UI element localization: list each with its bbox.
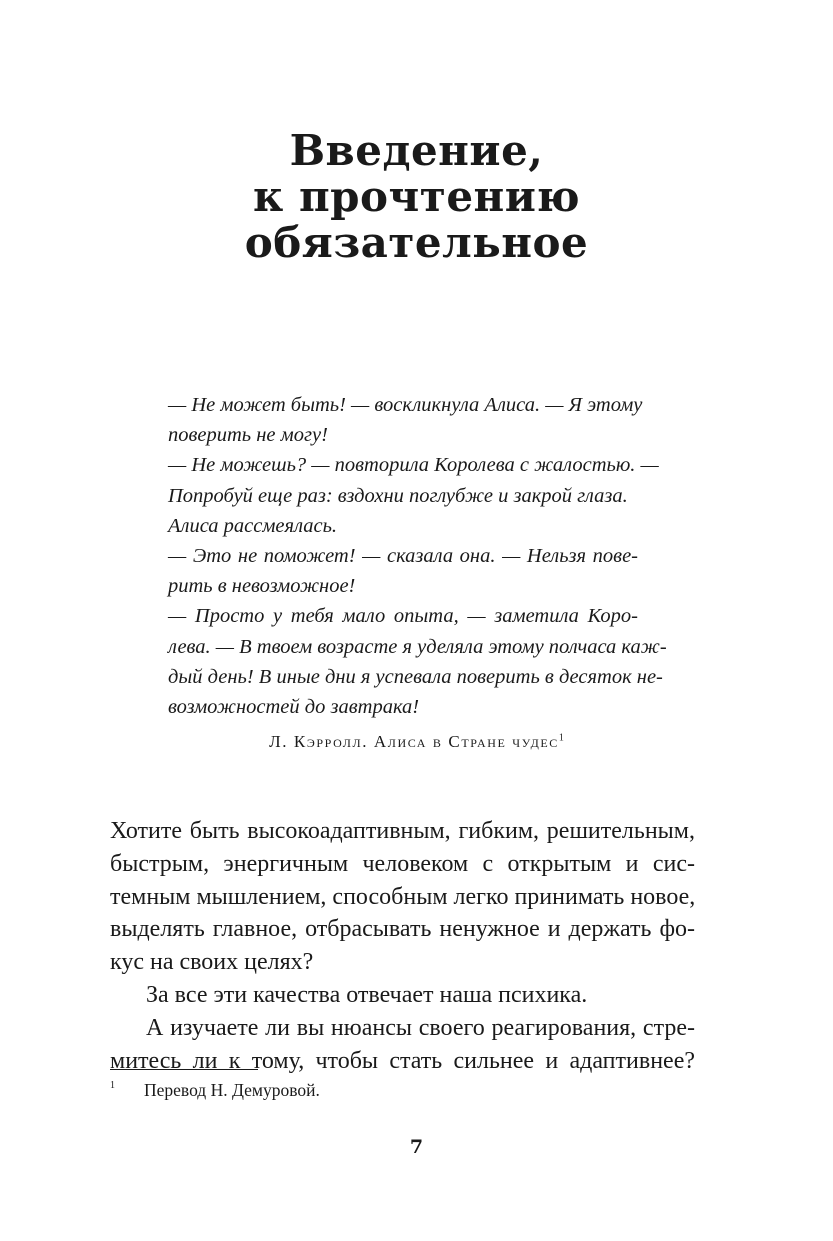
- epigraph-line: — Не можешь? — повторила Королева с жалостью. —: [168, 454, 659, 477]
- body-line: митесь ли к тому, чтобы стать сильнее и адаптивнее?: [110, 1047, 695, 1074]
- body-line: За все эти качества отвечает наша психика.: [146, 981, 588, 1008]
- epigraph-attribution: [0, 732, 833, 752]
- footnote: [110, 1080, 320, 1101]
- body-text: [110, 815, 695, 1077]
- epigraph-line: — Это не поможет! — сказала она. — Нельзя пове-: [168, 545, 638, 568]
- footnote-divider: [110, 1069, 258, 1070]
- chapter-title-line: к прочтению: [252, 172, 581, 221]
- chapter-title: [0, 128, 833, 266]
- body-line: выделять главное, отбрасывать ненужное и держать фо-: [110, 916, 695, 943]
- epigraph-line: рить в невозможное!: [168, 575, 356, 598]
- epigraph-line: лева. — В твоем возрасте я уделяла этому полчаса каж-: [168, 635, 667, 658]
- epigraph-line: возможностей до завтрака!: [168, 696, 420, 719]
- body-line: быстрым, энергичным человеком с открытым и сис-: [110, 850, 695, 877]
- epigraph-line: дый день! В иные дни я успевала поверить в десяток не-: [168, 665, 663, 688]
- chapter-title-line: обязательное: [244, 218, 589, 267]
- epigraph-line: Алиса рассмеялась.: [168, 514, 338, 537]
- footnote-text: Перевод Н. Демуровой.: [144, 1080, 320, 1100]
- page-number: 7: [409, 1136, 424, 1158]
- epigraph-line: — Не может быть! — воскликнула Алиса. — Я этому: [168, 394, 643, 416]
- chapter-title-line: Введение,: [289, 126, 544, 175]
- epigraph: [168, 390, 667, 722]
- body-line: Хотите быть высокоадаптивным, гибким, решительным,: [110, 818, 695, 844]
- footnote-reference: 1: [558, 732, 564, 744]
- attribution-text: Л. Кэрролл. Алиса в Стране чудес: [269, 732, 559, 751]
- footnote-number: 1: [110, 1080, 115, 1091]
- body-line: темным мышлением, способным легко принимать новое,: [110, 883, 696, 910]
- body-line: А изучаете ли вы нюансы своего реагирования, стре-: [146, 1014, 695, 1041]
- epigraph-line: поверить не могу!: [168, 424, 328, 447]
- epigraph-line: Попробуй еще раз: вздохни поглубже и закрой глаза.: [168, 484, 628, 507]
- epigraph-line: — Просто у тебя мало опыта, — заметила Коро-: [168, 605, 638, 628]
- body-line: кус на своих целях?: [110, 949, 314, 976]
